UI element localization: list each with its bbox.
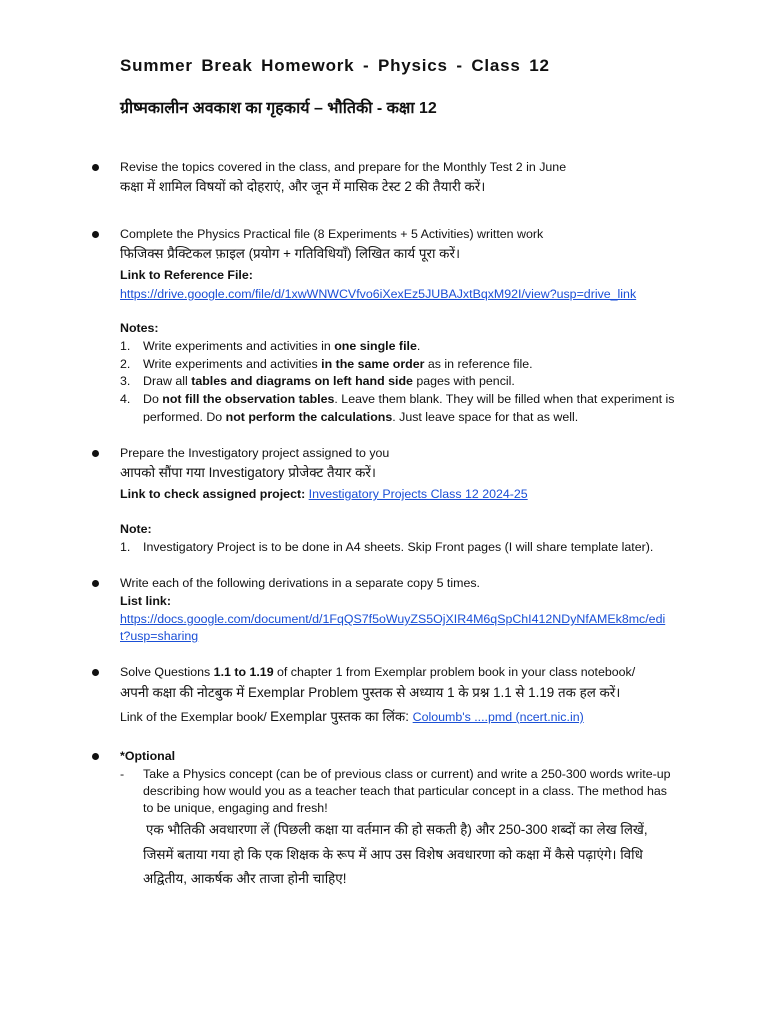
reference-label: Link to Reference File: [120,268,253,282]
exemplar-link-row [120,709,584,725]
optional-text-line: to be unique, engaging and fresh! [143,801,328,815]
note-text: Write experiments and activities [143,357,322,371]
reference-file-link[interactable]: https://drive.google.com/file/d/1xwWNWCVfvo6iXexEz5JUBAJxtBqxM92I/view?usp=drive_link [120,287,637,301]
note-text: . [416,339,421,353]
item5-hindi: अपनी कक्षा की नोटबुक में Exemplar Problem पुस्तक से अध्याय 1 के प्रश्न 1.1 से 1.19 तक हल करें। [120,685,621,700]
item1-hindi: कक्षा में शामिल विषयों को दोहराएं, और जून में मासिक टेस्ट 2 की तैयारी करें। [120,179,486,194]
note-text: Do [143,392,163,406]
item2-hindi: फिजिक्स प्रैक्टिकल फ़ाइल (प्रयोग + गतिविधियाँ) लिखित कार्य पूरा करें। [120,246,461,261]
item5-question-range: 1.1 to 1.19 [213,665,274,679]
note-number: 4. [120,392,131,406]
note-emphasis: in the same order [321,357,425,371]
item5-text-part: Solve Questions [120,665,214,679]
note-number: 1. [120,540,131,554]
note-emphasis: tables and diagrams on left hand side [191,374,413,388]
note-emphasis: not fill the observation tables [162,392,335,406]
derivations-list-link[interactable]: https://docs.google.com/document/d/1FqQS7f5oWuyZS5OjXIR4M6qSpChI412NDyNfAMEk8mc/edi [120,612,666,626]
note-text: . Just leave space for that as well. [392,410,579,424]
project-link-label: Link to check assigned project: [120,487,309,501]
note-emphasis: not perform the calculations [225,410,393,424]
dash-marker: - [120,767,125,781]
list-link-label: List link: [120,594,171,608]
item2-text: Complete the Physics Practical file (8 Experiments + 5 Activities) written work [120,227,544,241]
optional-text-line: describing how would you as a teacher teach that particular concept in a class. The method has [143,784,667,798]
item1-text: Revise the topics covered in the class, and prepare for the Monthly Test 2 in June [120,160,567,174]
optional-label: *Optional [120,749,176,763]
notes-label: Notes: [120,321,159,335]
note-item [143,391,674,407]
derivations-list-link-continued[interactable]: t?usp=sharing [120,629,199,643]
item3-text: Prepare the Investigatory project assigned to you [120,446,390,460]
note-text: Write experiments and activities in [143,339,335,353]
note-number: 1. [120,339,131,353]
note-emphasis: one single file [334,339,417,353]
note-item [143,338,420,354]
exemplar-link-prefix: Link of the Exemplar book/ [120,710,271,724]
bullet-icon [92,753,99,760]
note-text: pages with pencil. [412,374,515,388]
note-text: . Leave them blank. They will be filled when that experiment is [334,392,675,406]
exemplar-link-prefix-hindi: Exemplar पुस्तक का लिंक: [270,709,413,724]
item4-text: Write each of the following derivations in a separate copy 5 times. [120,576,480,590]
bullet-icon [92,231,99,238]
note-text: Investigatory Project is to be done in A4 sheets. Skip Front pages (I will share template later). [143,540,654,554]
page-title-hindi: ग्रीष्मकालीन अवकाश का गृहकार्य – भौतिकी - कक्षा 12 [120,100,437,117]
item3-hindi: आपको सौंपा गया Investigatory प्रोजेक्ट तैयार करें। [120,465,376,480]
page-title: Summer Break Homework - Physics - Class 12 [120,56,550,75]
item5-text-part: of chapter 1 from Exemplar problem book in your class notebook/ [273,665,636,679]
note-item [143,373,515,389]
note-number: 3. [120,374,131,388]
note-label: Note: [120,522,152,536]
exemplar-book-link[interactable]: Coloumb's ....pmd (ncert.nic.in) [412,710,584,724]
bullet-icon [92,450,99,457]
item5-text [120,664,635,680]
optional-text-line: Take a Physics concept (can be of previous class or current) and write a 250-300 words write-up [143,767,671,781]
note-text: performed. Do [143,410,226,424]
optional-hindi-line: जिसमें बताया गया हो कि एक शिक्षक के रूप में आप उस विशेष अवधारणा को कक्षा में कैसे पढ़ाएंगे। विधि [143,847,643,862]
note-number: 2. [120,357,131,371]
project-link-row [120,486,528,502]
note-item [143,356,533,372]
note-item-continued [143,409,578,425]
bullet-icon [92,580,99,587]
optional-hindi-line: एक भौतिकी अवधारणा लें (पिछली कक्षा या वर्तमान की हो सकती है) और 250-300 शब्दों का लेख लिखें, [146,822,648,837]
bullet-icon [92,669,99,676]
note-text: as in reference file. [424,357,533,371]
optional-hindi-line: अद्वितीय, आकर्षक और ताजा होनी चाहिए! [143,871,347,886]
bullet-icon [92,164,99,171]
investigatory-projects-link[interactable]: Investigatory Projects Class 12 2024-25 [308,487,528,501]
note-text: Draw all [143,374,192,388]
